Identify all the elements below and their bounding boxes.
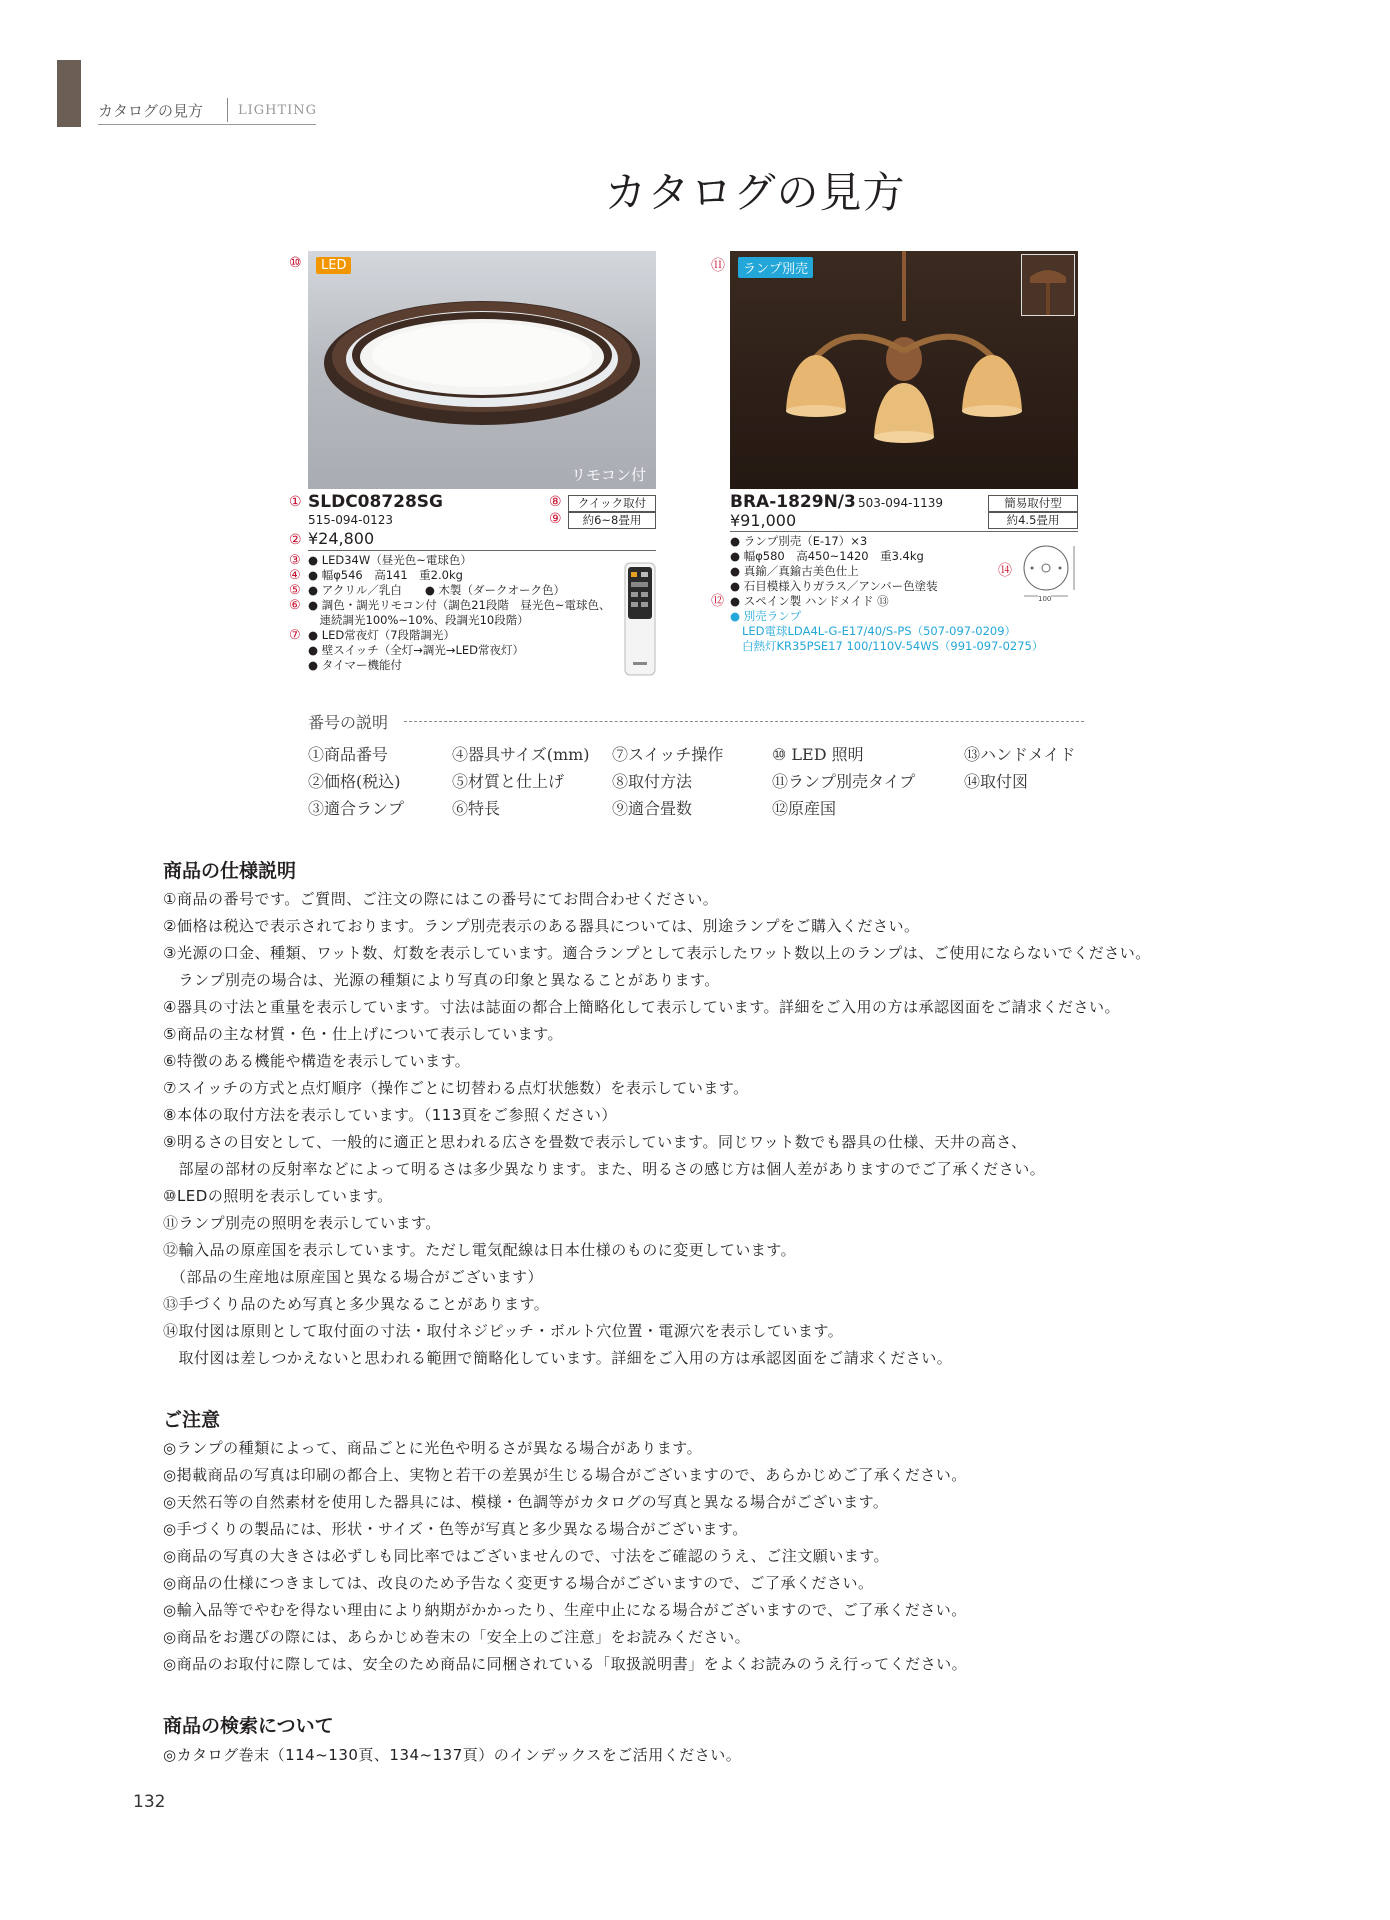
- marker-price: ②: [289, 532, 302, 548]
- spec-line: ⑬手づくり品のため写真と多少異なることがあります。: [163, 1295, 550, 1313]
- remote-included-label: リモコン付: [570, 466, 646, 484]
- legend-item: ⑨適合畳数: [612, 799, 693, 818]
- legend-dashed-rule: [404, 721, 1084, 722]
- spec-line: ⑩LEDの照明を表示しています。: [163, 1187, 393, 1205]
- spec-row: ⑦ ● LED常夜灯（7段階調光）: [289, 628, 456, 643]
- spec-line: ⑤商品の主な材質・色・仕上げについて表示しています。: [163, 1025, 563, 1043]
- notice-line: ◎掲載商品の写真は印刷の都合上、実物と若干の差異が生じる場合がございますので、あらかじめご了承ください。: [163, 1466, 967, 1484]
- spec-line: ⑧本体の取付方法を表示しています。（113頁をご参照ください）: [163, 1106, 617, 1124]
- spec-row: 連続調光100%~10%、段調光10段階）: [308, 613, 529, 627]
- spec-row: ③ ● LED34W（昼光色~電球色）: [289, 553, 472, 568]
- legend-item: ⑥特長: [452, 799, 501, 818]
- remote-control-icon: [624, 562, 656, 676]
- mounting-diagram: [1018, 540, 1082, 604]
- notice-line: ◎商品の写真の大きさは必ずしも同比率ではございませんので、寸法をご確認のうえ、ご注文願います。: [163, 1547, 889, 1565]
- mount-dimension: 100: [1038, 595, 1052, 603]
- header-section-title: カタログの見方: [98, 102, 204, 120]
- separate-lamp-incandescent: 白熱灯KR35PSE17 100/110V-54WS（991-097-0275）: [742, 639, 1044, 653]
- legend-item: ⑭取付図: [964, 772, 1029, 791]
- header-underline: [98, 124, 316, 125]
- header-accent-bar: [57, 60, 81, 127]
- notice-section-title: ご注意: [163, 1409, 221, 1431]
- product2-price: ¥91,000: [730, 511, 797, 530]
- product1-price: ¥24,800: [308, 529, 375, 548]
- mount-detail-inset: [1021, 254, 1075, 316]
- marker-lamp-sold-separately: ⑪: [711, 258, 725, 274]
- header-section-en: LIGHTING: [238, 103, 318, 118]
- notice-line: ◎天然石等の自然素材を使用した器具には、模様・色調等がカタログの写真と異なる場合がございます。: [163, 1493, 889, 1511]
- notice-line: ◎商品の仕様につきましては、改良のため予告なく変更する場合がございますので、ご了承ください。: [163, 1574, 874, 1592]
- product1-name: SLDC08728SG: [308, 492, 444, 512]
- spec-line: ③光源の口金、種類、ワット数、灯数を表示しています。適合ランプとして表示したワット数以上のランプは、ご使用にならないでください。: [163, 944, 1151, 962]
- spec-line: 取付図は差しつかえないと思われる範囲で簡略化しています。詳細をご入用の方は承認図面をご請求ください。: [163, 1349, 953, 1367]
- product1-code: 515-094-0123: [308, 513, 394, 527]
- spec-line: ⑭取付図は原則として取付面の寸法・取付ネジピッチ・ボルト穴位置・電源穴を表示しています。: [163, 1322, 844, 1340]
- product2-name: BRA-1829N/3: [730, 492, 856, 512]
- separate-lamp-led: LED電球LDA4L-G-E17/40/S-PS（507-097-0209）: [742, 624, 1017, 638]
- notice-line: ◎商品をお選びの際には、あらかじめ巻末の「安全上のご注意」をお読みください。: [163, 1628, 751, 1646]
- spec-line: ランプ別売の場合は、光源の種類により写真の印象と異なることがあります。: [163, 971, 720, 989]
- product1-tatami: 約6~8畳用: [568, 512, 656, 529]
- legend-item: ③適合ランプ: [308, 799, 405, 818]
- legend-item: ⑬ハンドメイド: [964, 745, 1076, 764]
- notice-line: ◎手づくりの製品には、形状・サイズ・色等が写真と多少異なる場合がございます。: [163, 1520, 748, 1538]
- spec-row: ● 幅φ580 高450~1420 重3.4kg: [730, 549, 924, 563]
- spec-row: ⑤ ● アクリル／乳白 ● 木製（ダークオーク色）: [289, 583, 566, 598]
- product1-photo: [308, 251, 656, 489]
- spec-section-title: 商品の仕様説明: [163, 860, 297, 882]
- product2-tatami: 約4.5畳用: [988, 512, 1078, 529]
- spec-row: ④ ● 幅φ546 高141 重2.0kg: [289, 568, 463, 583]
- spec-row: ● タイマー機能付: [308, 658, 402, 672]
- ceiling-mount-icon: [1022, 255, 1074, 315]
- legend-item: ⑩ LED 照明: [772, 745, 864, 764]
- header-separator: [227, 98, 228, 122]
- product2-install-type: 簡易取付型: [988, 495, 1078, 512]
- product2-code: 503-094-1139: [858, 496, 944, 510]
- legend-item: ⑪ランプ別売タイプ: [772, 772, 916, 791]
- spec-line: ⑪ランプ別売の照明を表示しています。: [163, 1214, 441, 1232]
- spec-line: ⑫輸入品の原産国を表示しています。ただし電気配線は日本仕様のものに変更しています。: [163, 1241, 797, 1259]
- spec-row: ⑥ ● 調色・調光リモコン付（調色21段階 昼光色~電球色、: [289, 598, 611, 613]
- legend-item: ⑫原産国: [772, 799, 837, 818]
- spec-row: ● 壁スイッチ（全灯→調光→LED常夜灯）: [308, 643, 525, 657]
- spec-row: ● 真鍮／真鍮古美色仕上: [730, 564, 859, 578]
- marker-led: ⑩: [289, 255, 302, 271]
- spec-line: ⑨明るさの目安として、一般的に適正と思われる広さを畳数で表示しています。同じワット数でも器具の仕様、天井の高さ、: [163, 1133, 1027, 1151]
- notice-line: ◎輸入品等でやむを得ない理由により納期がかかったり、生産中止になる場合がございますので、ご了承ください。: [163, 1601, 967, 1619]
- legend-item: ⑤材質と仕上げ: [452, 772, 565, 791]
- product1-spec-list: [289, 553, 610, 673]
- page-number: 132: [133, 1792, 166, 1812]
- spec-row: ● 石目模様入りガラス／アンバー色塗装: [730, 579, 938, 593]
- marker-tatami: ⑨: [549, 511, 562, 527]
- separate-lamp-title: ● 別売ランプ: [730, 609, 802, 623]
- legend-item: ⑦スイッチ操作: [612, 745, 724, 764]
- spec-line: ⑦スイッチの方式と点灯順序（操作ごとに切替わる点灯状態数）を表示しています。: [163, 1079, 749, 1097]
- legend-item: ⑧取付方法: [612, 772, 693, 791]
- spec-line: ①商品の番号です。ご質問、ご注文の際にはこの番号にてお問合わせください。: [163, 890, 719, 908]
- product1-install-type: クイック取付: [568, 495, 656, 512]
- legend-item: ④器具サイズ(mm): [452, 745, 590, 764]
- spec-row: ● ランプ別売（E-17）×3: [730, 534, 868, 548]
- spec-line: （部品の生産地は原産国と異なる場合がございます）: [163, 1268, 544, 1286]
- spec-row: ⑫ ● スペイン製 ハンドメイド ⑬: [711, 594, 889, 609]
- marker-product-number: ①: [289, 494, 302, 510]
- product2-spec-list: [711, 534, 1043, 654]
- led-badge: LED: [316, 257, 351, 274]
- spec-line: ②価格は税込で表示されております。ランプ別売表示のある器具については、別途ランプをご購入ください。: [163, 917, 920, 935]
- spec-line: ⑥特徴のある機能や構造を表示しています。: [163, 1052, 471, 1070]
- remote-control-image: [624, 562, 656, 676]
- legend-title: 番号の説明: [308, 713, 389, 732]
- spec-line: 部屋の部材の反射率などによって明るさは多少異なります。また、明るさの感じ方は個人差がありますのでご了承ください。: [163, 1160, 1046, 1178]
- page-title: カタログの見方: [604, 168, 906, 217]
- lamp-sold-separately-badge: ランプ別売: [738, 257, 813, 278]
- search-line: ◎カタログ巻末（114~130頁、134~137頁）のインデックスをご活用ください。: [163, 1746, 742, 1764]
- notice-line: ◎ランプの種類によって、商品ごとに光色や明るさが異なる場合があります。: [163, 1439, 703, 1457]
- product2-photo: [730, 251, 1078, 489]
- marker-install: ⑧: [549, 494, 562, 510]
- legend-item: ①商品番号: [308, 745, 389, 764]
- ceiling-light-illustration: [308, 251, 656, 489]
- search-section-title: 商品の検索について: [163, 1715, 334, 1737]
- marker-mount-diagram: ⑭: [998, 563, 1012, 579]
- product1-price-rule: [308, 550, 656, 551]
- product2-price-rule: [730, 531, 1078, 532]
- spec-line: ④器具の寸法と重量を表示しています。寸法は誌面の都合上簡略化して表示しています。詳細をご入用の方は承認図面をご請求ください。: [163, 998, 1121, 1016]
- notice-line: ◎商品のお取付に際しては、安全のため商品に同梱されている「取扱説明書」をよくお読みのうえ行ってください。: [163, 1655, 968, 1673]
- legend-item: ②価格(税込): [308, 772, 401, 791]
